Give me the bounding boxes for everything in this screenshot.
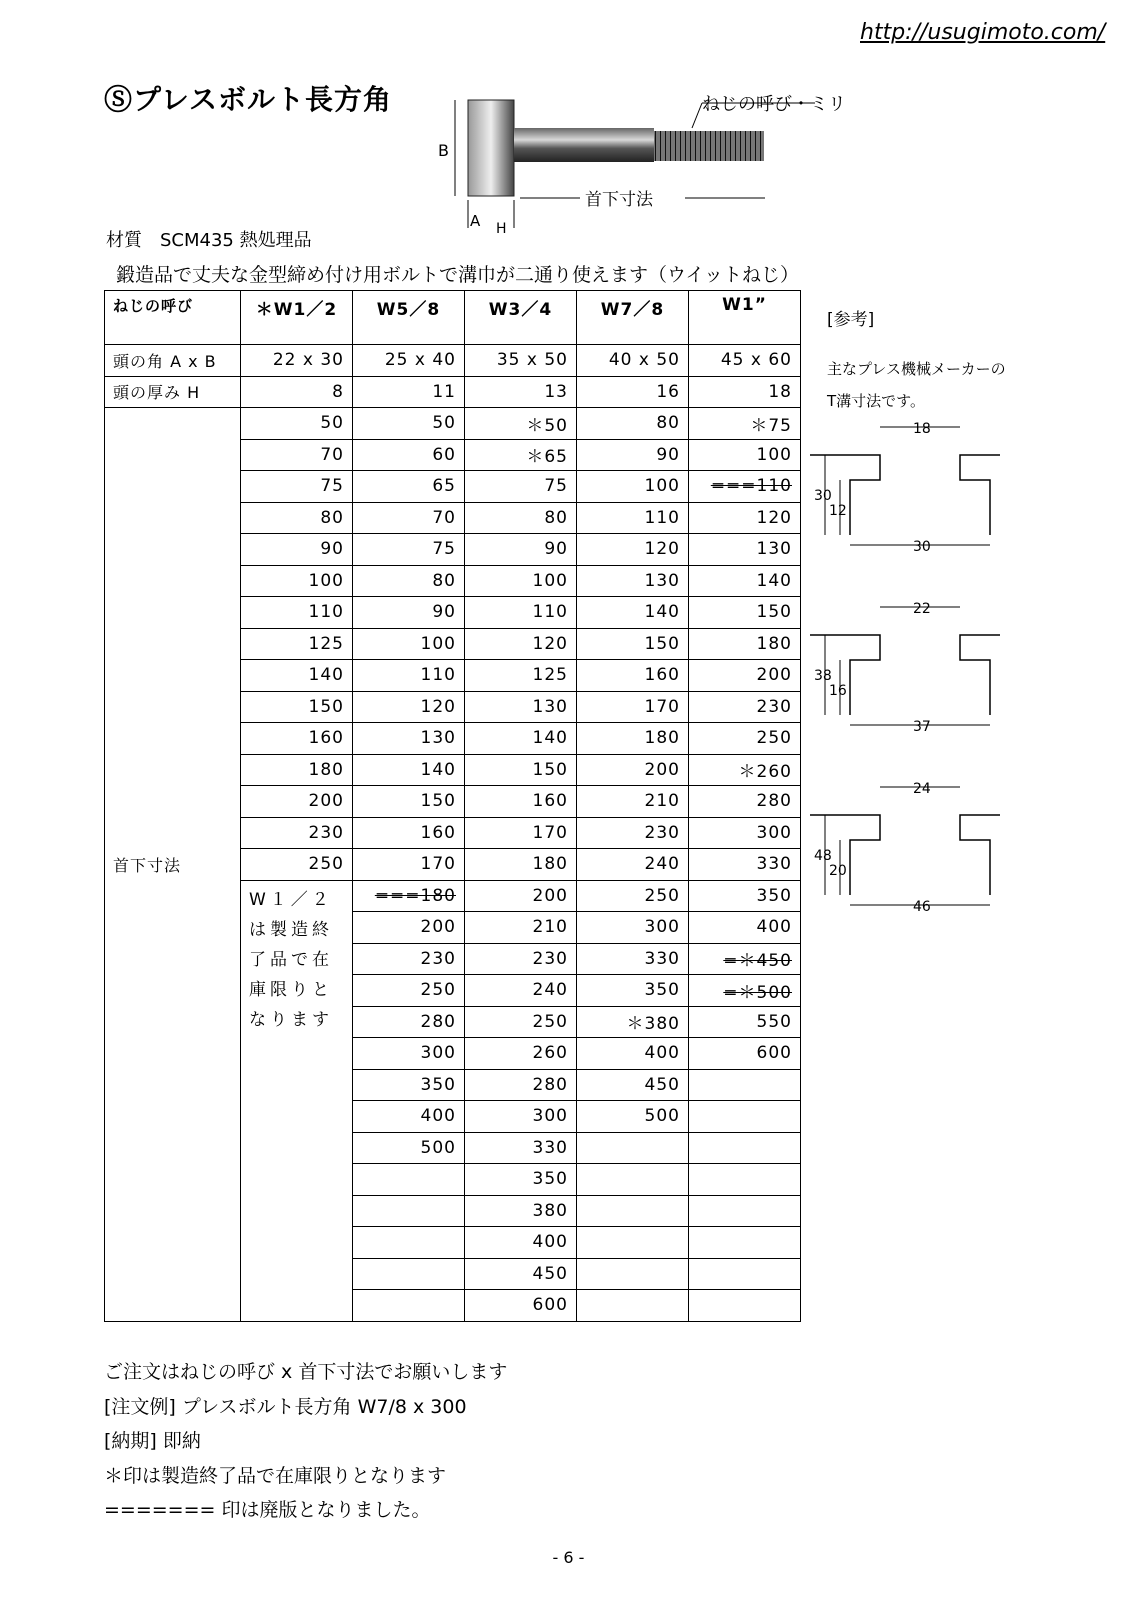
table-cell: =＊500: [689, 975, 801, 1007]
slot-depth: 20: [829, 863, 847, 879]
table-cell: 125: [241, 628, 353, 660]
table-cell: [689, 1195, 801, 1227]
table-cell: 160: [353, 817, 465, 849]
header-cell: W3／4: [465, 291, 577, 345]
slot-depth: 16: [829, 683, 847, 699]
table-cell: 300: [577, 912, 689, 944]
table-cell: [577, 1258, 689, 1290]
table-cell: [353, 1227, 465, 1259]
table-cell: 150: [353, 786, 465, 818]
table-cell: 130: [577, 565, 689, 597]
table-cell: 180: [465, 849, 577, 881]
header-cell: ねじの呼び: [105, 291, 241, 345]
slot-top-width: 24: [913, 781, 931, 797]
table-cell: 230: [241, 817, 353, 849]
table-cell: 75: [465, 471, 577, 503]
table-cell: ＊50: [465, 408, 577, 440]
table-cell: 400: [689, 912, 801, 944]
table-cell: 500: [353, 1132, 465, 1164]
dim-b-label: B: [438, 141, 449, 160]
table-cell: ＊75: [689, 408, 801, 440]
footer-line: ご注文はねじの呼び x 首下寸法でお願いします: [104, 1361, 508, 1383]
material-text: 材質 SCM435 熱処理品: [106, 230, 312, 251]
table-cell: [689, 1258, 801, 1290]
table-cell: 250: [353, 975, 465, 1007]
table-cell: 280: [689, 786, 801, 818]
table-cell: 230: [577, 817, 689, 849]
table-cell: 250: [689, 723, 801, 755]
table-cell: 210: [577, 786, 689, 818]
header-cell: W7／8: [577, 291, 689, 345]
table-cell: [689, 1101, 801, 1133]
table-cell: 150: [689, 597, 801, 629]
t-slot-outline: [810, 815, 1000, 895]
table-cell: 130: [689, 534, 801, 566]
footer-line: [注文例] プレスボルト長方角 W7/8 x 300: [104, 1395, 467, 1418]
table-cell: 600: [465, 1290, 577, 1322]
length-row: [105, 408, 801, 440]
bolt-diagram: [430, 88, 880, 243]
table-cell: 110: [577, 502, 689, 534]
table-cell: 400: [577, 1038, 689, 1070]
table-cell: 35 x 50: [465, 345, 577, 377]
slot-top-width: 22: [913, 601, 931, 617]
table-cell: 230: [689, 691, 801, 723]
slot-bottom-width: 37: [913, 719, 931, 735]
table-cell: 170: [577, 691, 689, 723]
header-cell: ＊W1／2: [241, 291, 353, 345]
footer-line: [納期] 即納: [104, 1430, 201, 1452]
bolt-thread: [654, 131, 764, 161]
t-slot-diagrams: [810, 415, 1030, 935]
table-cell: 400: [465, 1227, 577, 1259]
table-cell: 13: [465, 376, 577, 408]
reference-note: [827, 353, 1006, 417]
table-cell: 130: [353, 723, 465, 755]
table-cell: [577, 1290, 689, 1322]
table-cell: 50: [241, 408, 353, 440]
subtitle-text: 鍛造品で丈夫な金型締め付け用ボルトで溝巾が二通り使えます（ウイットねじ）: [116, 264, 800, 286]
table-cell: 75: [241, 471, 353, 503]
table-cell: 160: [241, 723, 353, 755]
table-cell: ＊380: [577, 1006, 689, 1038]
slot-top-width: 18: [913, 421, 931, 437]
table-cell: 130: [465, 691, 577, 723]
table-cell: [689, 1290, 801, 1322]
w12-discontinued-note: W１／２は製造終了品で在庫限りとなります: [241, 880, 353, 1321]
table-cell: 120: [465, 628, 577, 660]
table-cell: 22 x 30: [241, 345, 353, 377]
table-cell: 600: [689, 1038, 801, 1070]
table-cell: 100: [689, 439, 801, 471]
table-cell: 200: [241, 786, 353, 818]
table-cell: =＊450: [689, 943, 801, 975]
table-cell: 170: [353, 849, 465, 881]
table-cell: 280: [353, 1006, 465, 1038]
table-cell: 100: [465, 565, 577, 597]
table-cell: 100: [241, 565, 353, 597]
spec-table: [104, 290, 801, 1322]
table-cell: 140: [689, 565, 801, 597]
table-cell: [577, 1164, 689, 1196]
table-cell: 45 x 60: [689, 345, 801, 377]
table-cell: 60: [353, 439, 465, 471]
table-cell: 180: [577, 723, 689, 755]
table-cell: 70: [353, 502, 465, 534]
table-cell: 230: [353, 943, 465, 975]
table-cell: 90: [241, 534, 353, 566]
table-cell: 90: [353, 597, 465, 629]
table-cell: 200: [689, 660, 801, 692]
header-row: [105, 291, 801, 345]
table-cell: [577, 1132, 689, 1164]
table-cell: [689, 1164, 801, 1196]
head-thickness-row: [105, 376, 801, 408]
dim-length-label: 首下寸法: [585, 190, 653, 210]
header-cell: W1”: [689, 291, 801, 345]
table-cell: 200: [577, 754, 689, 786]
table-cell: 100: [353, 628, 465, 660]
table-cell: 150: [465, 754, 577, 786]
table-cell: 180: [241, 754, 353, 786]
table-cell: 75: [353, 534, 465, 566]
table-cell: 80: [465, 502, 577, 534]
table-cell: 150: [241, 691, 353, 723]
table-cell: 170: [465, 817, 577, 849]
table-cell: 80: [577, 408, 689, 440]
table-cell: 16: [577, 376, 689, 408]
table-cell: 230: [465, 943, 577, 975]
table-cell: 140: [241, 660, 353, 692]
table-cell: 18: [689, 376, 801, 408]
table-cell: 300: [353, 1038, 465, 1070]
table-cell: [577, 1195, 689, 1227]
footer-notes: [104, 1355, 507, 1528]
header-cell: W5／8: [353, 291, 465, 345]
dim-a-label: A: [470, 212, 481, 230]
table-cell: 65: [353, 471, 465, 503]
slot-bottom-width: 46: [913, 899, 931, 915]
reference-note-line: 主なプレス機械メーカーの: [827, 360, 1006, 378]
table-cell: ＊65: [465, 439, 577, 471]
table-cell: 300: [689, 817, 801, 849]
table-cell: 25 x 40: [353, 345, 465, 377]
table-cell: 260: [465, 1038, 577, 1070]
table-cell: 140: [465, 723, 577, 755]
slot-height: 48: [814, 848, 832, 864]
table-cell: [577, 1227, 689, 1259]
table-cell: [353, 1164, 465, 1196]
page-number: - 6 -: [552, 1548, 585, 1567]
table-cell: 100: [577, 471, 689, 503]
dim-h-label: H: [496, 221, 507, 237]
table-cell: 180: [689, 628, 801, 660]
reference-label: [参考]: [827, 310, 875, 330]
table-cell: 400: [353, 1101, 465, 1133]
table-cell: 140: [577, 597, 689, 629]
table-cell: 300: [465, 1101, 577, 1133]
table-cell: 125: [465, 660, 577, 692]
table-cell: 350: [577, 975, 689, 1007]
table-cell: 150: [577, 628, 689, 660]
table-cell: 110: [241, 597, 353, 629]
table-cell: 80: [353, 565, 465, 597]
t-slot-diagram: [810, 601, 1000, 735]
table-cell: 11: [353, 376, 465, 408]
slot-depth: 12: [829, 503, 847, 519]
table-cell: 40 x 50: [577, 345, 689, 377]
table-cell: 350: [353, 1069, 465, 1101]
table-cell: 330: [465, 1132, 577, 1164]
table-cell: 250: [465, 1006, 577, 1038]
table-cell: 200: [465, 880, 577, 912]
table-cell: 240: [465, 975, 577, 1007]
site-url[interactable]: http://usugimoto.com/: [860, 20, 1106, 45]
table-cell: 90: [465, 534, 577, 566]
table-cell: 350: [465, 1164, 577, 1196]
table-cell: 240: [577, 849, 689, 881]
table-cell: 80: [241, 502, 353, 534]
reference-note-line: T溝寸法です。: [827, 392, 925, 410]
table-cell: 70: [241, 439, 353, 471]
table-cell: 450: [465, 1258, 577, 1290]
table-cell: 550: [689, 1006, 801, 1038]
table-cell: 160: [577, 660, 689, 692]
bolt-head: [468, 100, 514, 196]
table-cell: 200: [353, 912, 465, 944]
row-label: 頭の厚み H: [105, 376, 241, 408]
footer-line: ======= 印は廃版となりました。: [104, 1499, 431, 1521]
t-slot-diagram: [810, 781, 1000, 915]
table-cell: 450: [577, 1069, 689, 1101]
slot-height: 30: [814, 488, 832, 504]
table-cell: 120: [577, 534, 689, 566]
table-cell: 120: [353, 691, 465, 723]
t-slot-outline: [810, 455, 1000, 535]
slot-height: 38: [814, 668, 832, 684]
bolt-shank: [514, 128, 654, 162]
table-cell: [689, 1227, 801, 1259]
table-cell: [353, 1258, 465, 1290]
table-cell: 250: [241, 849, 353, 881]
table-cell: 280: [465, 1069, 577, 1101]
table-cell: 350: [689, 880, 801, 912]
head-size-row: [105, 345, 801, 377]
table-cell: [689, 1132, 801, 1164]
row-label: 頭の角 A x B: [105, 345, 241, 377]
table-cell: 90: [577, 439, 689, 471]
t-slot-outline: [810, 635, 1000, 715]
table-cell: 110: [465, 597, 577, 629]
table-cell: 330: [577, 943, 689, 975]
table-cell: [689, 1069, 801, 1101]
table-cell: 8: [241, 376, 353, 408]
table-cell: 380: [465, 1195, 577, 1227]
table-cell: ===180: [353, 880, 465, 912]
table-cell: [353, 1195, 465, 1227]
thread-callout: ねじの呼び・ミリ: [702, 94, 846, 115]
table-cell: 160: [465, 786, 577, 818]
table-cell: 120: [689, 502, 801, 534]
table-cell: 500: [577, 1101, 689, 1133]
table-cell: ＊260: [689, 754, 801, 786]
table-cell: 140: [353, 754, 465, 786]
table-cell: 110: [353, 660, 465, 692]
length-label: 首下寸法: [105, 408, 241, 1322]
table-cell: 330: [689, 849, 801, 881]
table-cell: 250: [577, 880, 689, 912]
t-slot-diagram: [810, 421, 1000, 555]
table-cell: 210: [465, 912, 577, 944]
page-title: Ⓢプレスボルト長方角: [104, 83, 393, 116]
slot-bottom-width: 30: [913, 539, 931, 555]
table-cell: ===110: [689, 471, 801, 503]
table-cell: 50: [353, 408, 465, 440]
table-cell: [353, 1290, 465, 1322]
footer-line: ＊印は製造終了品で在庫限りとなります: [104, 1464, 447, 1487]
